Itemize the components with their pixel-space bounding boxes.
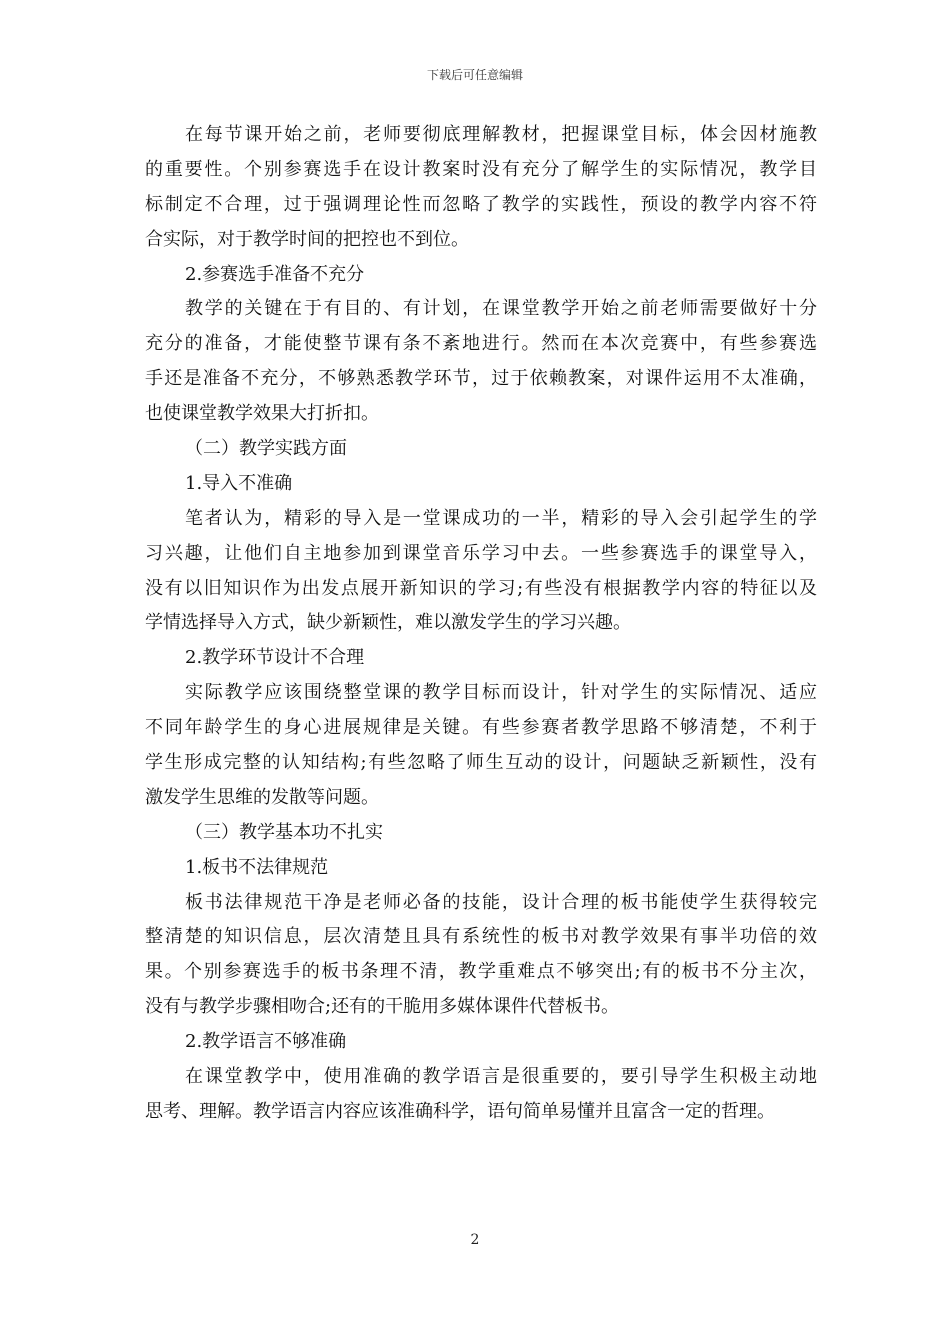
paragraph-line: 教学的关键在于有目的、有计划，在课堂教学开始之前老师需要做好十分 — [185, 298, 817, 320]
paragraph-line: 果。个别参赛选手的板书条理不清，教学重难点不够突出;有的板书不分主次， — [145, 961, 817, 983]
paragraph-line: 整清楚的知识信息，层次清楚且具有系统性的板书对教学效果有事半功倍的效 — [145, 926, 817, 948]
paragraph-line: 笔者认为，精彩的导入是一堂课成功的一半，精彩的导入会引起学生的学 — [185, 507, 817, 529]
document-body — [145, 118, 817, 1130]
paragraph-line: 合实际，对于教学时间的把控也不到位。 — [145, 228, 469, 250]
paragraph-line: 在课堂教学中，使用准确的教学语言是很重要的，要引导学生积极主动地 — [185, 1066, 817, 1088]
paragraph-line: 习兴趣，让他们自主地参加到课堂音乐学习中去。一些参赛选手的课堂导入， — [145, 542, 817, 564]
section-heading: 2.参赛选手准备不充分 — [185, 263, 365, 285]
paragraph-line: 手还是准备不充分，不够熟悉教学环节，过于依赖教案，对课件运用不太准确， — [145, 368, 817, 390]
paragraph-line: 没有以旧知识作为出发点展开新知识的学习;有些没有根据教学内容的特征以及 — [145, 577, 817, 599]
paragraph-line: 没有与教学步骤相吻合;还有的干脆用多媒体课件代替板书。 — [145, 996, 620, 1018]
paragraph-line: 激发学生思维的发散等问题。 — [145, 786, 379, 808]
paragraph-line: 学生形成完整的认知结构;有些忽略了师生互动的设计，问题缺乏新颖性，没有 — [145, 752, 817, 774]
section-heading: 1.板书不法律规范 — [185, 856, 329, 878]
paragraph-line: 充分的准备，才能使整节课有条不紊地进行。然而在本次竞赛中，有些参赛选 — [145, 333, 817, 355]
paragraph-line: 板书法律规范干净是老师必备的技能，设计合理的板书能使学生获得较完 — [185, 891, 817, 913]
section-heading: 2.教学语言不够准确 — [185, 1031, 347, 1053]
paragraph-line: 也使课堂教学效果大打折扣。 — [145, 403, 379, 425]
paragraph-line: 的重要性。个别参赛选手在设计教案时没有充分了解学生的实际情况，教学目 — [145, 158, 817, 180]
section-heading: （二）教学实践方面 — [185, 438, 347, 460]
paragraph-line: 不同年龄学生的身心进展规律是关键。有些参赛者教学思路不够清楚，不利于 — [145, 717, 817, 739]
paragraph-line: 在每节课开始之前，老师要彻底理解教材，把握课堂目标，体会因材施教 — [185, 124, 817, 145]
paragraph-line: 标制定不合理，过于强调理论性而忽略了教学的实践性，预设的教学内容不符 — [145, 193, 817, 215]
section-heading: 2.教学环节设计不合理 — [185, 647, 365, 669]
paragraph-line: 思考、理解。教学语言内容应该准确科学，语句简单易懂并且富含一定的哲理。 — [145, 1100, 775, 1122]
section-heading: （三）教学基本功不扎实 — [185, 821, 383, 843]
page-number: 2 — [470, 1232, 480, 1248]
page-header: 下载后可任意编辑 — [426, 68, 523, 82]
paragraph-line: 实际教学应该围绕整堂课的教学目标而设计，针对学生的实际情况、适应 — [185, 682, 817, 704]
paragraph-line: 学情选择导入方式，缺少新颖性，难以激发学生的学习兴趣。 — [145, 612, 631, 634]
section-heading: 1.导入不准确 — [185, 472, 293, 494]
